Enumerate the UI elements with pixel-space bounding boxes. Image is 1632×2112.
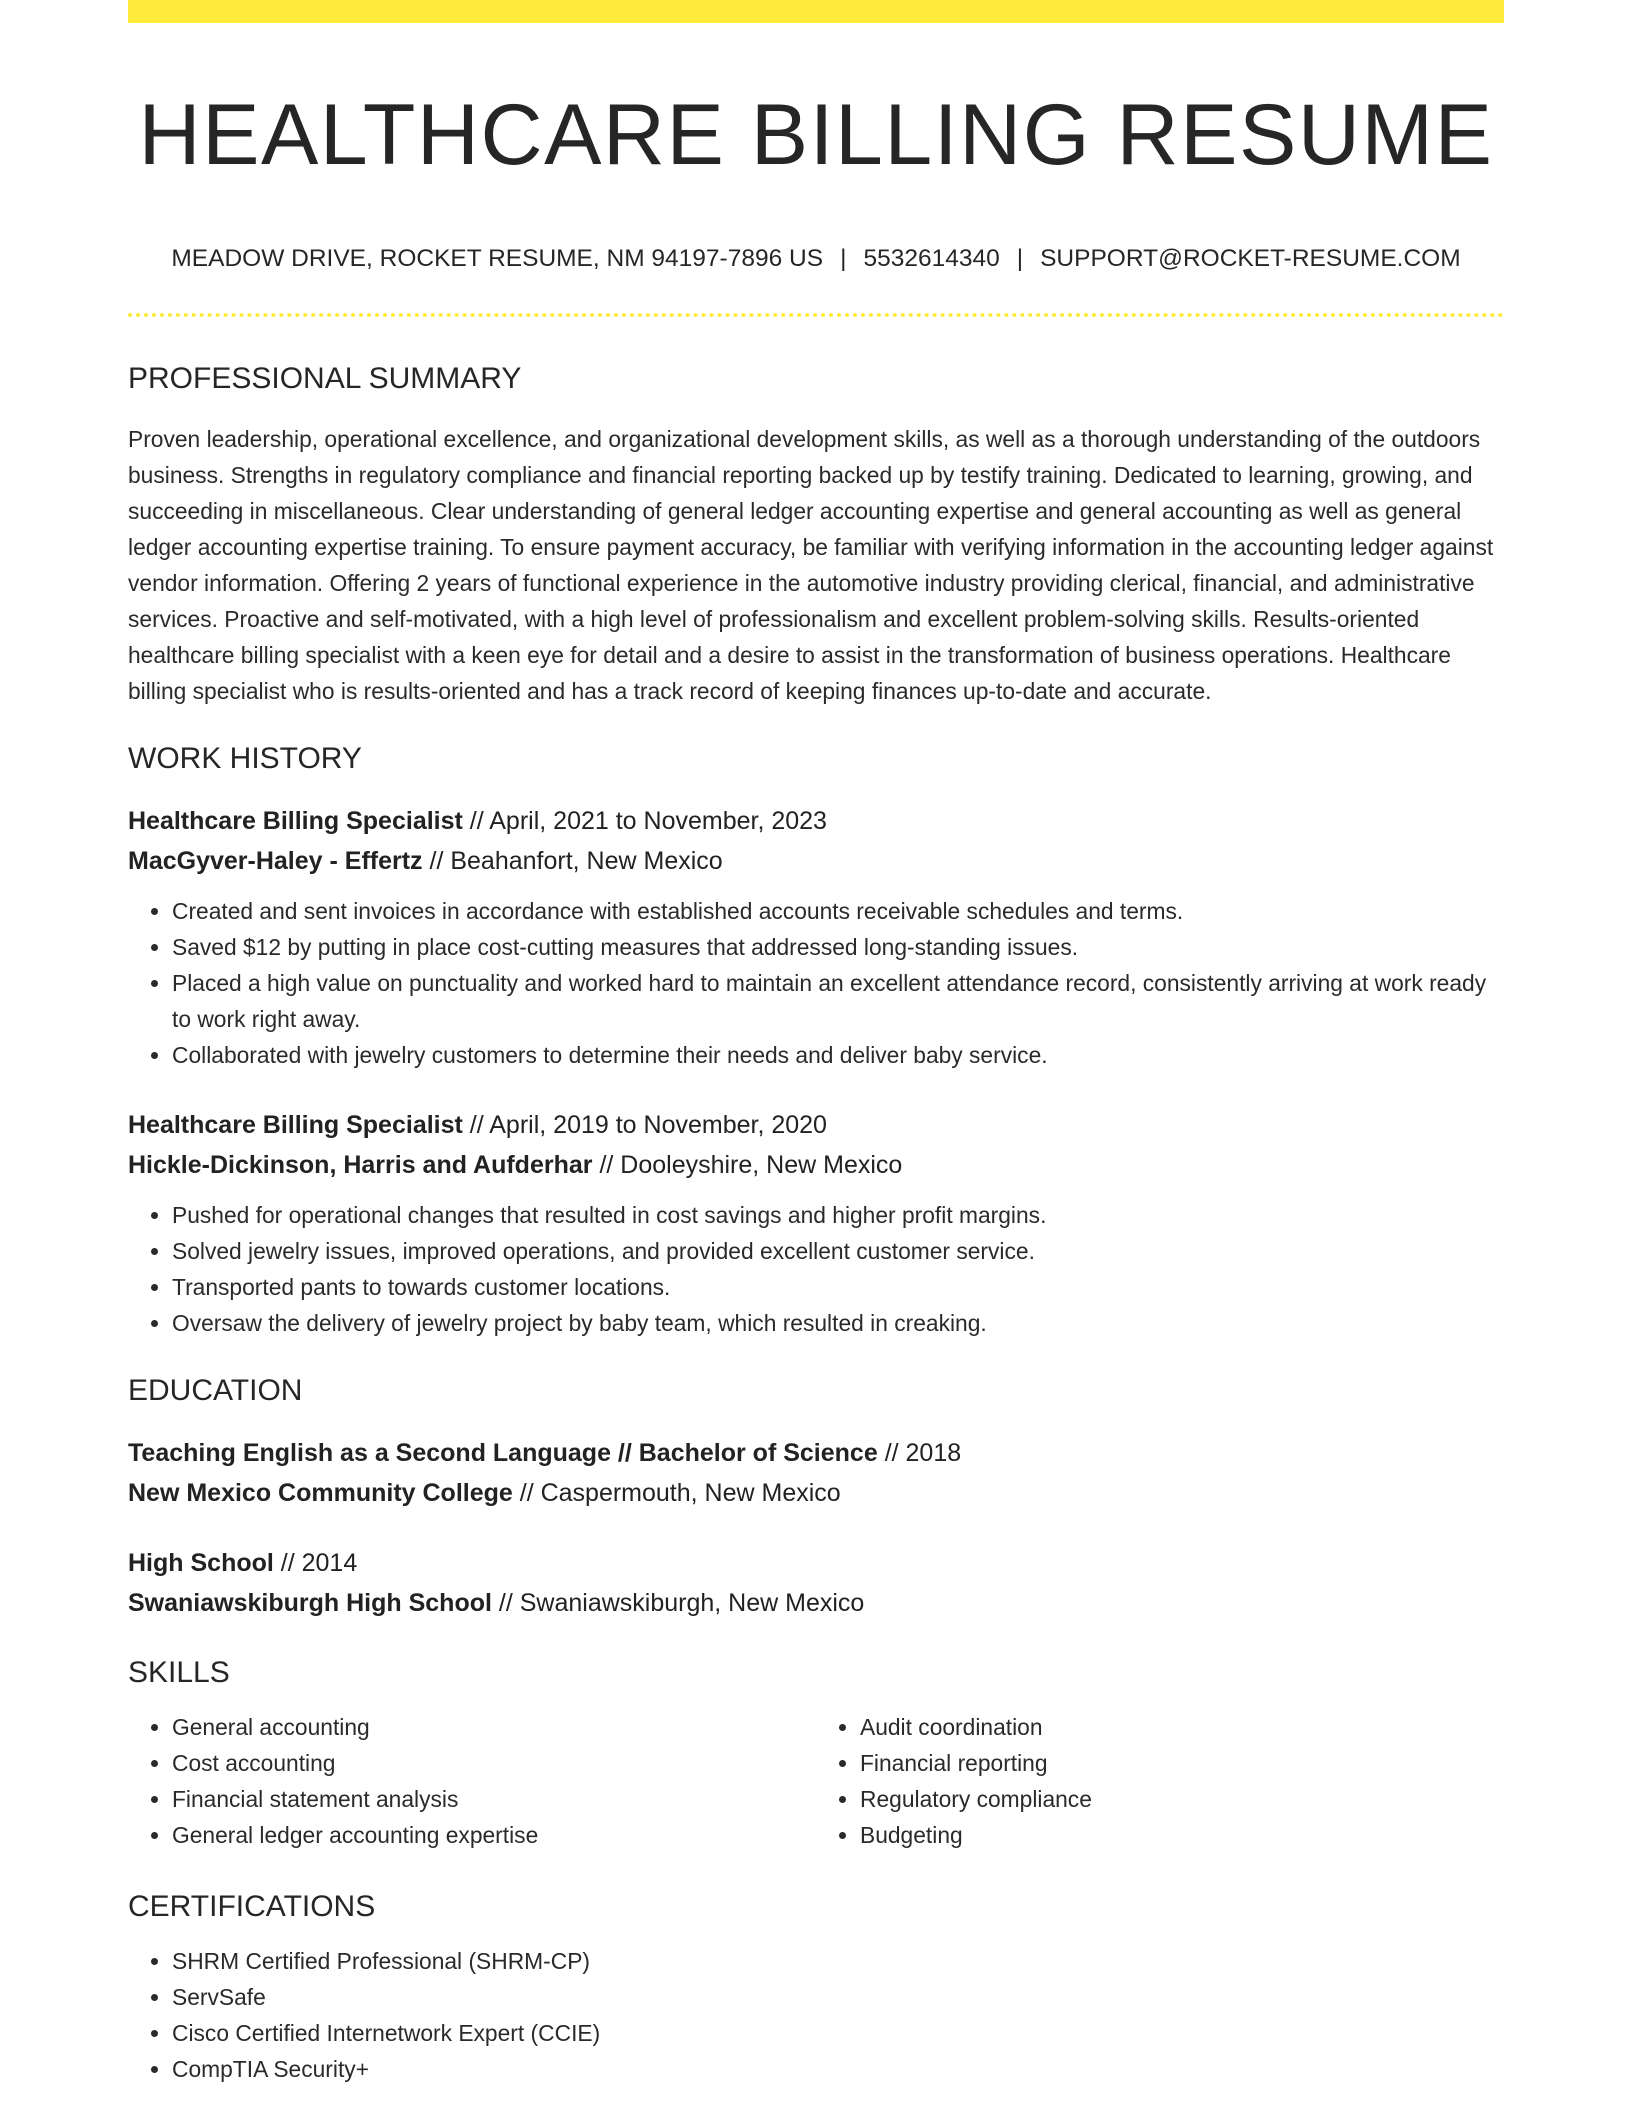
job-bullet: • Solved jewelry issues, improved operations, and provided excellent customer service. (172, 1233, 1504, 1269)
job-bullets (128, 893, 1504, 1073)
job-company-line (128, 1145, 1504, 1185)
skills-list-right (816, 1709, 1504, 1853)
job-title: Healthcare Billing Specialist (128, 806, 463, 835)
job-bullets (128, 1197, 1504, 1341)
certifications-list (128, 1943, 1504, 2087)
skill-item: • Audit coordination (860, 1709, 1504, 1745)
resume-page (128, 0, 1504, 2087)
accent-top-bar (128, 0, 1504, 23)
contact-separator: | (840, 244, 847, 272)
job-bullet: • Pushed for operational changes that resulted in cost savings and higher profit margins. (172, 1197, 1504, 1233)
job-company-line (128, 841, 1504, 881)
job-bullet: • Oversaw the delivery of jewelry project by baby team, which resulted in creaking. (172, 1305, 1504, 1341)
job-dates: // April, 2019 to November, 2020 (469, 1110, 827, 1139)
job-bullet: • Collaborated with jewelry customers to determine their needs and deliver baby service. (172, 1037, 1504, 1073)
certification-item: • ServSafe (172, 1979, 1504, 2015)
skills-columns (128, 1709, 1504, 1853)
education-degree-line (128, 1543, 1504, 1583)
education-location: // Caspermouth, New Mexico (519, 1478, 841, 1507)
skill-item: • General accounting (172, 1709, 816, 1745)
education-year: // 2018 (884, 1438, 962, 1467)
contact-line (128, 243, 1504, 275)
summary-text: Proven leadership, operational excellence, and organizational development skills, as well as a thorough understanding of the outdoors business. Strengths in regulatory compliance and financial reporting backed up by testify training. Dedicated to learning, growing, and succeeding in miscellaneous. Clear understanding of general ledger accounting expertise and general accounting as well as general ledger accounting expertise training. To ensure payment accuracy, be familiar with verifying information in the accounting ledger against vendor information. Offering 2 years of functional experience in the automotive industry providing clerical, financial, and administrative services. Proactive and self-motivated, with a high level of professionalism and excellent problem-solving skills. Results-oriented healthcare billing specialist with a keen eye for detail and a desire to assist in the transformation of business operations. Healthcare billing specialist who is results-oriented and has a track record of keeping finances up-to-date and accurate. (128, 425, 1494, 704)
education-entry (128, 1433, 1504, 1513)
certification-item: • SHRM Certified Professional (SHRM-CP) (172, 1943, 1504, 1979)
skills-list-left (128, 1709, 816, 1853)
certification-item: • CompTIA Security+ (172, 2051, 1504, 2087)
education-entry (128, 1543, 1504, 1623)
job-bullet: • Created and sent invoices in accordance with established accounts receivable schedules and terms. (172, 893, 1504, 929)
job-company: MacGyver-Haley - Effertz (128, 846, 423, 875)
education-heading: EDUCATION (128, 1373, 303, 1407)
skill-item: • General ledger accounting expertise (172, 1817, 816, 1853)
job-title: Healthcare Billing Specialist (128, 1110, 463, 1139)
job-entry (128, 801, 1504, 1073)
skill-item: • Financial statement analysis (172, 1781, 816, 1817)
skills-heading: SKILLS (128, 1655, 230, 1689)
resume-title: HEALTHCARE BILLING RESUME (138, 87, 1494, 183)
job-title-line (128, 1105, 1504, 1145)
education-school: New Mexico Community College (128, 1478, 513, 1507)
job-bullet: • Placed a high value on punctuality and worked hard to maintain an excellent attendance record, consistently arriving at work ready to work right away. (172, 965, 1504, 1037)
education-school-line (128, 1473, 1504, 1513)
contact-phone: 5532614340 (863, 244, 1000, 272)
education-year: // 2014 (280, 1548, 358, 1577)
education-school-line (128, 1583, 1504, 1623)
contact-separator: | (1016, 244, 1024, 272)
skill-item: • Cost accounting (172, 1745, 816, 1781)
dotted-divider (128, 313, 1504, 317)
job-location: // Beahanfort, New Mexico (429, 846, 723, 875)
job-bullet: • Transported pants to towards customer locations. (172, 1269, 1504, 1305)
job-entry (128, 1105, 1504, 1341)
education-degree-line (128, 1433, 1504, 1473)
job-company: Hickle-Dickinson, Harris and Aufderhar (128, 1150, 593, 1179)
skill-item: • Regulatory compliance (860, 1781, 1504, 1817)
summary-heading: PROFESSIONAL SUMMARY (128, 361, 522, 395)
contact-address: MEADOW DRIVE, ROCKET RESUME, NM 94197-7896 US (171, 244, 824, 272)
job-dates: // April, 2021 to November, 2023 (469, 806, 827, 835)
work-history-heading: WORK HISTORY (128, 741, 362, 775)
education-degree: High School (128, 1548, 274, 1577)
job-location: // Dooleyshire, New Mexico (599, 1150, 903, 1179)
certifications-heading: CERTIFICATIONS (128, 1889, 376, 1923)
job-title-line (128, 801, 1504, 841)
skill-item: • Financial reporting (860, 1745, 1504, 1781)
education-school: Swaniawskiburgh High School (128, 1588, 492, 1617)
education-degree: Teaching English as a Second Language // Bachelor of Science (128, 1438, 878, 1467)
skill-item: • Budgeting (860, 1817, 1504, 1853)
contact-email: SUPPORT@ROCKET-RESUME.COM (1040, 244, 1461, 272)
certification-item: • Cisco Certified Internetwork Expert (CCIE) (172, 2015, 1504, 2051)
job-bullet: • Saved $12 by putting in place cost-cutting measures that addressed long-standing issues. (172, 929, 1504, 965)
education-location: // Swaniawskiburgh, New Mexico (498, 1588, 865, 1617)
